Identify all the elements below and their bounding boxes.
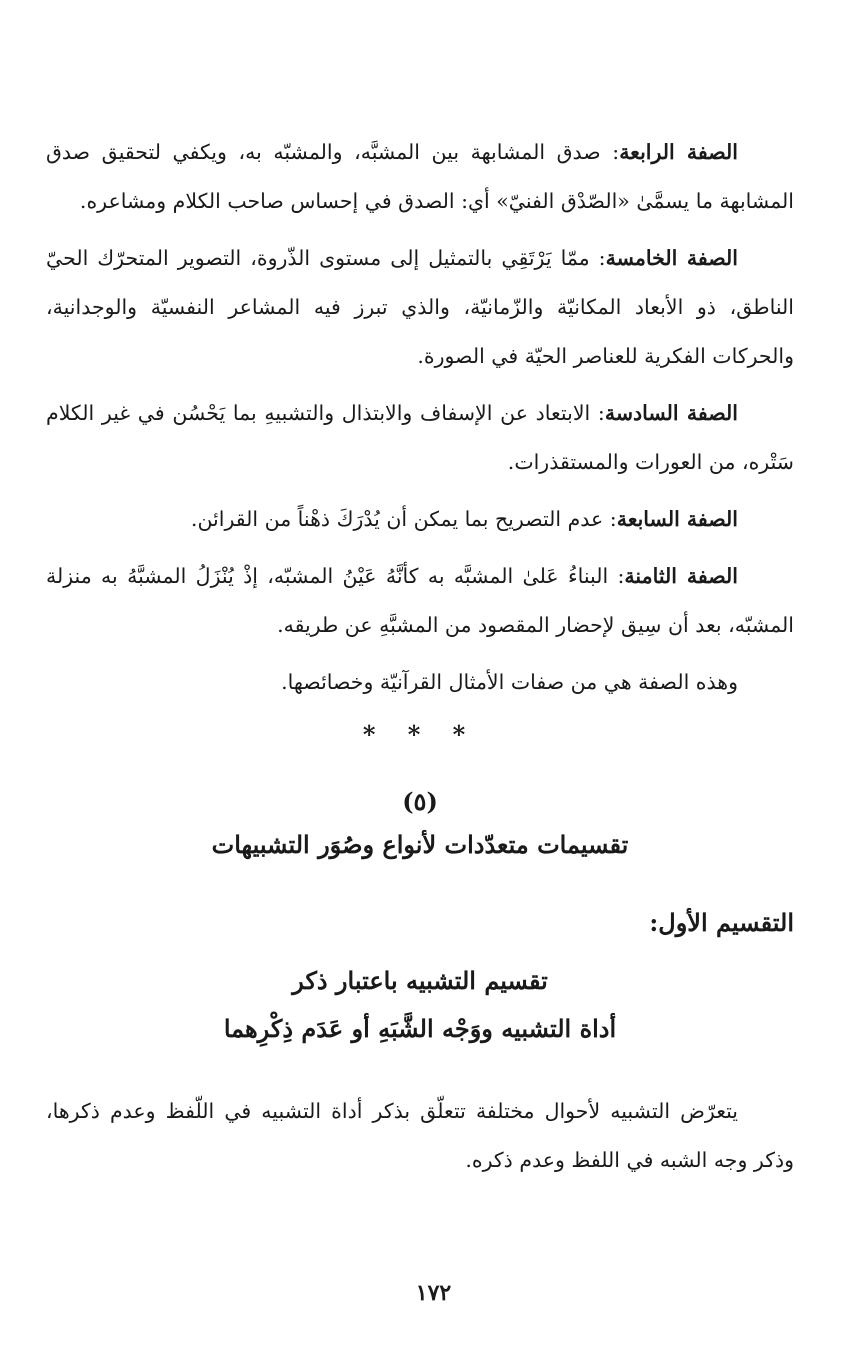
subsection-title-line-2: أداة التشبيه ووَجْه الشَّبَهِ أو عَدَم ذِكْرِهما: [223, 1014, 617, 1043]
paragraph-closing-note: [46, 658, 794, 707]
term-label: الصفة السابعة: [616, 507, 738, 531]
paragraph-text: : الابتعاد عن الإسفاف والابتذال والتشبيهِ بما يَحْسُن في غير الكلام سَتْره، من العورات والمستقذرات.: [46, 401, 794, 474]
section-separator: * * *: [362, 720, 478, 749]
paragraph-subsection-body: يتعرّض التشبيه لأحوال مختلفة تتعلّق بذكر أداة التشبيه في اللّفظ وعدم ذكرها، وذكر وجه الشبه في اللفظ وعدم ذكره.: [46, 1099, 794, 1172]
paragraph-text: : البناءُ عَلىٰ المشبَّه به كأنَّهُ عَيْنُ المشبّه، إذْ يُنْزَلُ المشبَّهُ به منزلة المشبّه، بعد أن سِيق لإحضار المقصود من المشبَّهِ عن طريقه.: [46, 564, 794, 637]
section-title: تقسيمات متعدّدات لأنواع وصُوَر التشبيهات: [211, 830, 629, 859]
paragraph-text: : صدق المشابهة بين المشبَّه، والمشبّه به، ويكفي لتحقيق صدق المشابهة ما يسمَّىٰ «الصّدْق الفنيّ» أي: الصدق في إحساس صاحب الكلام ومشاعره.: [46, 140, 794, 213]
term-label: الصفة الرابعة: [619, 140, 738, 164]
section-number: (٥): [402, 787, 438, 816]
paragraph-sixth-attribute: [46, 389, 794, 487]
paragraph-text: : عدم التصريح بما يمكن أن يُدْرَكَ ذهْناً من القرائن.: [190, 507, 617, 531]
term-label: الصفة السادسة: [604, 401, 738, 425]
page-number: ١٧٢: [415, 1280, 452, 1306]
page-body: [46, 128, 794, 1193]
paragraph-fourth-attribute: [46, 128, 794, 226]
subsection-title-line-1: تقسيم التشبيه باعتبار ذكر: [292, 966, 548, 995]
paragraph-text: وهذه الصفة هي من صفات الأمثال القرآنيّة وخصائصها.: [281, 670, 738, 694]
term-label: الصفة الثامنة: [624, 564, 738, 588]
term-label: الصفة الخامسة: [605, 246, 738, 270]
subsection-heading: التقسيم الأول:: [649, 908, 794, 937]
paragraph-fifth-attribute: [46, 234, 794, 381]
paragraph-text: : ممّا يَرْتَقِي بالتمثيل إلى مستوى الذّروة، التصوير المتحرّك الحيّ الناطق، ذو الأبعاد المكانيّة والزّمانيّة، والذي تبرز فيه المشاعر النفسيّة والوجدانية، والحركات الفكرية للعناصر الحيّة في الصورة.: [46, 246, 794, 368]
paragraph-eighth-attribute: [46, 552, 794, 650]
paragraph-seventh-attribute: [46, 495, 794, 544]
